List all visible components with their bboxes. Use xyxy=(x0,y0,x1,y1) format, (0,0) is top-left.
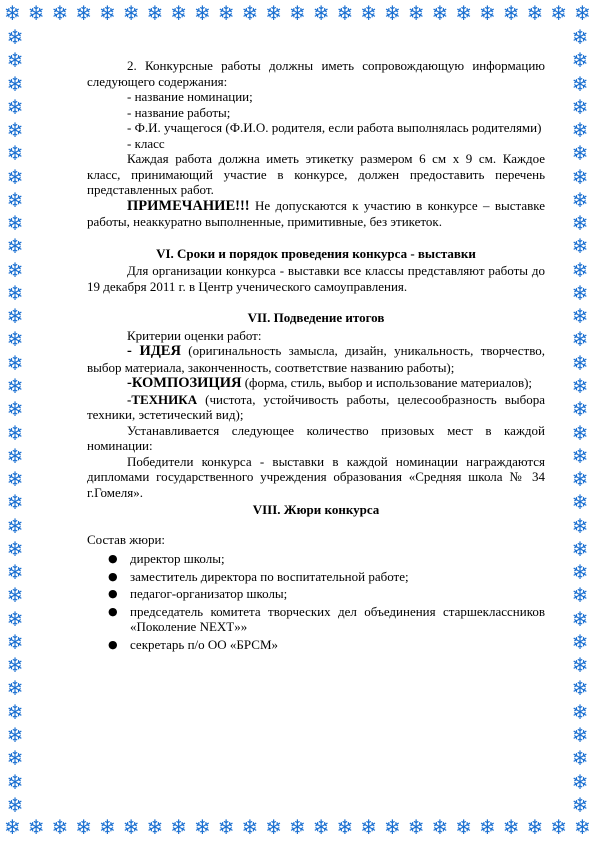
snowflake-icon: ❄ xyxy=(6,676,24,701)
snowflake-icon: ❄ xyxy=(571,606,589,631)
snowflake-icon: ❄ xyxy=(6,25,24,49)
snowflake-icon: ❄ xyxy=(571,280,589,305)
snowflake-icon: ❄ xyxy=(571,443,589,468)
snowflake-icon: ❄ xyxy=(6,629,24,654)
snowflake-icon: ❄ xyxy=(571,94,589,119)
criterion-composition-text: (форма, стиль, выбор и использование материалов); xyxy=(241,375,533,390)
snowflake-icon: ❄ xyxy=(6,118,24,143)
snowflake-icon: ❄ xyxy=(146,815,164,839)
snowflake-icon: ❄ xyxy=(6,699,24,724)
criterion-idea xyxy=(87,343,545,375)
snowflake-icon: ❄ xyxy=(99,815,116,839)
snowflake-icon: ❄ xyxy=(6,257,24,282)
snowflake-icon: ❄ xyxy=(384,1,401,25)
snowflake-icon: ❄ xyxy=(6,234,24,259)
snowflake-icon: ❄ xyxy=(6,327,24,352)
bullet-icon: ● xyxy=(108,604,118,618)
snowflake-icon: ❄ xyxy=(122,815,140,839)
snowflake-icon: ❄ xyxy=(6,792,24,817)
bullet-icon: ● xyxy=(108,569,118,583)
snowflake-icon: ❄ xyxy=(6,606,24,631)
snowflake-icon: ❄ xyxy=(99,1,116,25)
bullet-icon: ● xyxy=(108,637,118,651)
list-item: ● директор школы; xyxy=(108,551,225,566)
snowflake-icon: ❄ xyxy=(51,815,69,839)
snowflake-icon: ❄ xyxy=(6,746,24,771)
snowflake-icon: ❄ xyxy=(6,443,24,468)
snowflake-icon: ❄ xyxy=(526,1,544,25)
snowflake-icon: ❄ xyxy=(571,71,589,96)
snowflake-icon: ❄ xyxy=(571,234,589,259)
top-border xyxy=(0,2,595,28)
bullet-icon: ● xyxy=(108,552,118,565)
snowflake-icon: ❄ xyxy=(571,560,589,585)
list-item-class: - класс xyxy=(127,135,165,151)
jury-intro: Состав жюри: xyxy=(87,531,166,547)
snowflake-icon: ❄ xyxy=(455,1,473,25)
snowflake-icon: ❄ xyxy=(571,350,589,375)
snowflake-icon: ❄ xyxy=(571,257,589,282)
snowflake-icon: ❄ xyxy=(217,815,235,839)
snowflake-icon: ❄ xyxy=(571,327,589,352)
snowflake-icon: ❄ xyxy=(571,653,589,678)
list-item: ● педагог-организатор школы; xyxy=(108,586,288,601)
snowflake-icon: ❄ xyxy=(6,350,24,375)
paragraph-label: Каждая работа должна иметь этикетку размером 6 см х 9 см. Каждое класс, принимающий участие в конкурсе, должен предоставить перечень представленных работ. xyxy=(87,151,545,197)
snowflake-icon: ❄ xyxy=(571,25,589,49)
snowflake-icon: ❄ xyxy=(6,467,24,492)
snowflake-icon: ❄ xyxy=(571,467,589,492)
snowflake-icon: ❄ xyxy=(574,815,591,839)
snowflake-icon: ❄ xyxy=(51,1,69,25)
list-item-nomination: - название номинации; xyxy=(127,89,253,104)
snowflake-icon: ❄ xyxy=(6,71,24,96)
right-border xyxy=(567,26,593,816)
section-6-text: Для организации конкурса - выставки все классы представляют работы до 19 декабря 2011 г. в Центр ученического самоуправления. xyxy=(87,263,545,294)
list-item-student-name: - Ф.И. учащегося (Ф.И.О. родителя, если работа выполнялась родителями) xyxy=(127,120,542,135)
snowflake-icon: ❄ xyxy=(6,560,24,585)
snowflake-icon: ❄ xyxy=(336,1,354,25)
snowflake-icon: ❄ xyxy=(571,513,589,538)
snowflake-icon: ❄ xyxy=(6,187,24,212)
snowflake-icon: ❄ xyxy=(360,815,378,839)
criterion-technique-text: (чистота, устойчивость работы, целесообразность выбора техники, эстетический вид); xyxy=(87,391,545,422)
snowflake-icon: ❄ xyxy=(571,490,589,515)
snowflake-icon: ❄ xyxy=(407,1,425,25)
snowflake-icon: ❄ xyxy=(6,94,24,119)
list-item: ● заместитель директора по воспитательной работе; xyxy=(108,568,409,584)
note-text: Не допускаются к участию в конкурсе – выставке работы, неаккуратно выполненные, примитивные, без этикеток. xyxy=(87,197,545,229)
snowflake-icon: ❄ xyxy=(550,1,568,25)
snowflake-icon: ❄ xyxy=(289,815,306,839)
section-6-heading: VI. Сроки и порядок проведения конкурса - выставки xyxy=(156,245,476,261)
snowflake-icon: ❄ xyxy=(571,211,589,236)
paragraph-note xyxy=(87,198,545,230)
snowflake-icon: ❄ xyxy=(571,583,589,608)
snowflake-icon: ❄ xyxy=(146,1,164,25)
snowflake-icon: ❄ xyxy=(336,815,354,839)
snowflake-icon: ❄ xyxy=(571,676,589,701)
snowflake-icon: ❄ xyxy=(6,280,24,305)
snowflake-icon: ❄ xyxy=(571,373,589,398)
snowflake-icon: ❄ xyxy=(360,1,378,25)
jury-list xyxy=(87,551,545,652)
snowflake-icon: ❄ xyxy=(6,48,24,73)
snowflake-icon: ❄ xyxy=(289,1,306,25)
snowflake-icon: ❄ xyxy=(502,815,520,839)
snowflake-icon: ❄ xyxy=(6,583,24,608)
list-item-work-title: - название работы; xyxy=(127,104,231,120)
snowflake-icon: ❄ xyxy=(27,815,45,839)
winners-text: Победители конкурса - выставки в каждой номинации награждаются дипломами государственного учреждения образования «Средняя школа № 34 г.Гомеля». xyxy=(87,453,545,500)
snowflake-icon: ❄ xyxy=(6,420,24,445)
snowflake-icon: ❄ xyxy=(574,1,591,25)
snowflake-icon: ❄ xyxy=(407,815,425,839)
section-8-heading: VIII. Жюри конкурса xyxy=(252,502,380,517)
prize-places: Устанавливается следующее количество призовых мест в каждой номинации: xyxy=(87,422,545,453)
snowflake-icon: ❄ xyxy=(571,536,589,561)
snowflake-icon: ❄ xyxy=(479,815,496,839)
snowflake-icon: ❄ xyxy=(571,769,589,794)
snowflake-icon: ❄ xyxy=(265,815,283,839)
snowflake-icon: ❄ xyxy=(122,1,140,25)
snowflake-icon: ❄ xyxy=(241,815,259,839)
snowflake-icon: ❄ xyxy=(170,1,188,25)
snowflake-icon: ❄ xyxy=(526,815,544,839)
snowflake-icon: ❄ xyxy=(571,746,589,771)
snowflake-icon: ❄ xyxy=(550,815,568,839)
snowflake-icon: ❄ xyxy=(571,629,589,654)
snowflake-icon: ❄ xyxy=(455,815,473,839)
snowflake-icon: ❄ xyxy=(312,815,330,839)
snowflake-icon: ❄ xyxy=(479,1,496,25)
snowflake-icon: ❄ xyxy=(571,304,589,329)
criterion-idea-label: - ИДЕЯ xyxy=(127,343,181,359)
bullet-icon: ● xyxy=(108,587,118,600)
snowflake-icon: ❄ xyxy=(571,48,589,73)
snowflake-icon: ❄ xyxy=(4,1,21,25)
snowflake-icon: ❄ xyxy=(194,1,211,25)
note-label: ПРИМЕЧАНИЕ!!! xyxy=(127,197,250,214)
snowflake-icon: ❄ xyxy=(571,164,589,189)
snowflake-icon: ❄ xyxy=(384,815,401,839)
paragraph-requirements: 2. Конкурсные работы должны иметь сопровождающую информацию следующего содержания: xyxy=(87,58,545,89)
snowflake-icon: ❄ xyxy=(6,513,24,538)
snowflake-icon: ❄ xyxy=(6,211,24,236)
snowflake-icon: ❄ xyxy=(431,1,449,25)
snowflake-icon: ❄ xyxy=(6,769,24,794)
snowflake-icon: ❄ xyxy=(75,1,93,25)
snowflake-icon: ❄ xyxy=(6,536,24,561)
snowflake-icon: ❄ xyxy=(571,699,589,724)
criterion-technique xyxy=(87,392,545,423)
snowflake-icon: ❄ xyxy=(571,187,589,212)
snowflake-icon: ❄ xyxy=(571,397,589,422)
snowflake-icon: ❄ xyxy=(217,1,235,25)
bottom-border xyxy=(0,816,595,842)
snowflake-icon: ❄ xyxy=(6,722,24,747)
snowflake-icon: ❄ xyxy=(6,490,24,515)
snowflake-icon: ❄ xyxy=(312,1,330,25)
snowflake-icon: ❄ xyxy=(75,815,93,839)
document-page xyxy=(87,58,545,654)
criterion-composition xyxy=(87,375,545,392)
left-border xyxy=(2,26,28,816)
snowflake-icon: ❄ xyxy=(6,373,24,398)
criteria-intro: Критерии оценки работ: xyxy=(127,327,262,343)
list-item: ● секретарь п/о ОО «БРСМ» xyxy=(108,636,279,652)
snowflake-icon: ❄ xyxy=(265,1,283,25)
snowflake-icon: ❄ xyxy=(6,304,24,329)
criterion-composition-label: -КОМПОЗИЦИЯ xyxy=(127,375,242,391)
snowflake-icon: ❄ xyxy=(6,141,24,166)
snowflake-icon: ❄ xyxy=(571,722,589,747)
snowflake-icon: ❄ xyxy=(571,118,589,143)
snowflake-icon: ❄ xyxy=(194,815,211,839)
snowflake-icon: ❄ xyxy=(6,164,24,189)
snowflake-icon: ❄ xyxy=(571,792,589,817)
snowflake-icon: ❄ xyxy=(4,815,21,839)
snowflake-icon: ❄ xyxy=(502,1,520,25)
section-7-heading: VII. Подведение итогов xyxy=(247,310,385,325)
criterion-technique-label: -ТЕХНИКА xyxy=(127,391,198,407)
list-item: ● председатель комитета творческих дел объединения старшеклассников «Поколение NEXT»» xyxy=(108,603,545,634)
snowflake-icon: ❄ xyxy=(571,141,589,166)
snowflake-icon: ❄ xyxy=(6,397,24,422)
snowflake-icon: ❄ xyxy=(431,815,449,839)
snowflake-icon: ❄ xyxy=(170,815,188,839)
criterion-idea-text: (оригинальность замысла, дизайн, уникальность, творчество, выбор материала, законченность, соответствие названию работы); xyxy=(87,343,545,375)
snowflake-icon: ❄ xyxy=(571,420,589,445)
snowflake-icon: ❄ xyxy=(27,1,45,25)
snowflake-icon: ❄ xyxy=(6,653,24,678)
snowflake-icon: ❄ xyxy=(241,1,259,25)
